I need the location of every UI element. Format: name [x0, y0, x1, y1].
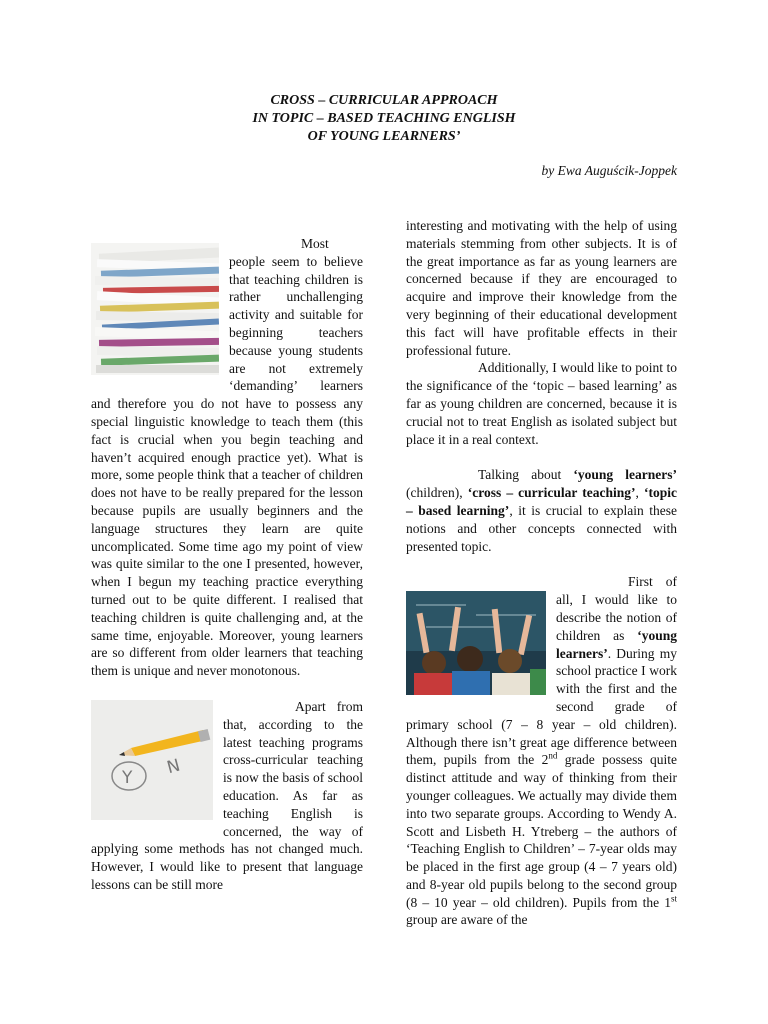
classroom-image: [406, 591, 546, 695]
author-byline: by Ewa Auguścik-Joppek: [541, 163, 677, 178]
left-column: [91, 235, 363, 894]
right-paragraph-4: First of all, I would like to describe the notion of children as ‘young learners’. During my school practice I work with the first and the second grade of primary school (7 – 8 year – old children). Although there isn’t great age difference between them, pupils from the 2nd grade possess quite distinct attitude and way of thinking from their younger colleagues. We actually may divide them into two separate groups. According to Wendy A. Scott and Lisbeth H. Ytreberg – the authors of ‘Teaching English to Children’ – 7-year olds may be placed in the first age group (4 – 7 years old) and 8-year old pupils belong to the second group (8 – 10 year – old children). Pupils from the 1st group are aware of the: [406, 574, 678, 928]
left-paragraph-1: Most people seem to believe that teaching children is rather unchallenging activity and suitable for beginning teachers because young students are not extremely ‘demanding’ learners and therefore you do not have to possess any special linguistic knowledge to teach them (this fact is crucial when you begin teaching and haven’t acquired enough practice yet). What is more, some people think that a teacher of children does not have to be really prepared for the lesson because pupils are usually beginners and the language structures they learn are quite uncomplicated. Some time ago my point of view was quite similar to the one I presented, however, when I begun my teaching practice everything turned out to be quite different. I realised that teaching children is quite challenging and, at the same time, enjoyable. Moreover, young learners are so different from older learners that teaching them is unique and never monotonous.: [91, 236, 363, 679]
svg-text:Y: Y: [122, 767, 133, 788]
title-line-1: CROSS – CURRICULAR APPROACH: [270, 93, 498, 108]
left-paragraph-2: Apart from that, according to the latest teaching programs cross-curricular teaching is now the basis of school education. As far as teaching English is concerned, the way of applying some methods has not changed much. However, I would like to present that language lessons can be still more: [91, 698, 363, 892]
right-paragraph-2: Additionally, I would like to point to the significance of the ‘topic – based learning’ as far as young children are concerned, because it is crucial not to treat English as isolated subject but place it in a real context.: [406, 360, 677, 447]
right-paragraph-1: interesting and motivating with the help of using materials stemming from other subjects. It is of the great importance as far as young learners are concerned because if they are encouraged to acquire and improve their knowledge from the very beginning of their educational development this fact will have profitable effects in their professional future.: [406, 218, 677, 358]
right-paragraph-3: Talking about ‘young learners’ (children), ‘cross – curricular teaching’, ‘topic – based learning’, it is crucial to explain these notions and other concepts connected with presented topic.: [406, 467, 678, 554]
paper-stack-image: [91, 243, 219, 375]
right-column: [406, 217, 677, 929]
pencil-image: [91, 700, 213, 820]
svg-text:N: N: [164, 755, 183, 779]
title-line-2: IN TOPIC – BASED TEACHING ENGLISH: [252, 111, 516, 126]
title-line-3: OF YOUNG LEARNERS’: [307, 129, 461, 144]
